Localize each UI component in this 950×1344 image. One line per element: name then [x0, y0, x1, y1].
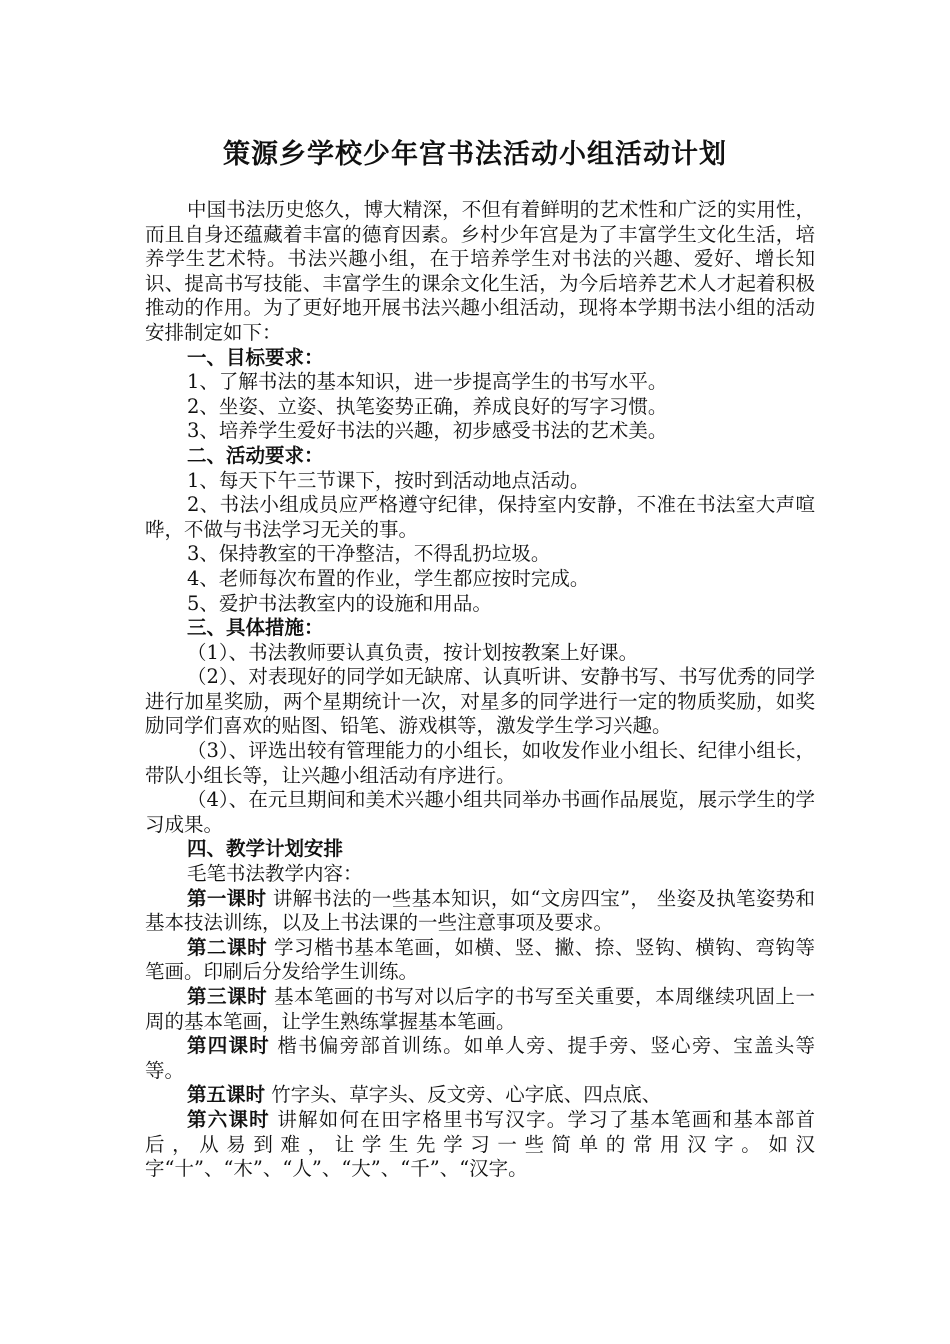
lesson-text: 楷书偏旁部首训练。如单人旁、提手旁、竖心旁、宝盖头等等。: [145, 1034, 815, 1082]
section-heading-goals: 一、目标要求：: [187, 345, 324, 369]
activity-item: 3、保持教室的干净整洁，不得乱扔垃圾。: [187, 542, 551, 566]
lesson-text: 讲解书法的一些基本知识，如“文房四宝”， 坐姿及执笔姿势和基本技法训练，以及上书法课的一些注意事项及要求。: [145, 886, 815, 935]
lesson-label: 第三课时: [187, 985, 268, 1008]
lesson-label: 第六课时: [187, 1107, 270, 1131]
document-title: 策源乡学校少年宫书法活动小组活动计划: [223, 139, 727, 170]
lesson-paragraph: [145, 887, 815, 936]
lesson-text: 基本笔画的书写对以后字的书写至关重要，本周继续巩固上一周的基本笔画，让学生熟练掌握基本笔画。: [145, 985, 815, 1033]
lesson-label: 第一课时: [187, 886, 267, 910]
lesson-text: 讲解如何在田字格里书写汉字。学习了基本笔画和基本部首后，从易到难，让学生先学习一些简单的常用汉字。如汉字“十”、“木”、“人”、“大”、“千”、“汉字。: [145, 1107, 815, 1181]
lesson-label: 第四课时: [187, 1034, 270, 1058]
goal-item: 2、坐姿、立姿、执笔姿势正确，养成良好的写字习惯。: [187, 394, 668, 418]
activity-item: 2、书法小组成员应严格遵守纪律，保持室内安静，不准在书法室大声喧哗，不做与书法学习无关的事。: [145, 493, 815, 541]
lesson-paragraph: [145, 1034, 815, 1083]
measure-item: （1）、书法教师要认真负责，按计划按教案上好课。: [187, 640, 639, 664]
section-heading-activity: 二、活动要求：: [187, 443, 324, 467]
intro-paragraph: 中国书法历史悠久，博大精深，不但有着鲜明的艺术性和广泛的实用性，而且自身还蕴藏着丰富的德育因素。乡村少年宫是为了丰富学生文化生活，培养学生艺术特。书法兴趣小组，在于培养学生对书法的兴趣、爱好、增长知识、提高书写技能、丰富学生的课余文化生活，为今后培养艺术人才起着积极推动的作用。为了更好地开展书法兴趣小组活动，现将本学期书法小组的活动安排制定如下：: [145, 198, 815, 344]
measure-item: （3）、评选出较有管理能力的小组长，如收发作业小组长、纪律小组长，带队小组长等，让兴趣小组活动有序进行。: [145, 739, 815, 787]
activity-item: 1、每天下午三节课下，按时到活动地点活动。: [187, 468, 590, 492]
goal-item: 1、了解书法的基本知识，进一步提高学生的书写水平。: [187, 370, 668, 394]
activity-item: 4、老师每次布置的作业，学生都应按时完成。: [187, 566, 590, 590]
plan-subheading: 毛笔书法教学内容：: [187, 862, 363, 886]
activity-item: 5、爱护书法教室内的设施和用品。: [187, 591, 492, 615]
section-heading-measures: 三、具体措施：: [187, 616, 324, 640]
measure-item: （4）、在元旦期间和美术兴趣小组共同举办书画作品展览，展示学生的学习成果。: [145, 788, 815, 836]
document-body: [145, 198, 815, 1182]
lesson-label: 第五课时: [187, 1083, 266, 1107]
lesson-paragraph: [145, 936, 815, 985]
lesson-text: 学习楷书基本笔画，如横、竖、撇、捺、竖钩、横钩、弯钩等笔画。印刷后分发给学生训练。: [145, 935, 815, 984]
lesson-label: 第二课时: [187, 935, 268, 959]
measure-item: （2）、对表现好的同学如无缺席、认真听讲、安静书写、书写优秀的同学进行加星奖励，两个星期统计一次，对星多的同学进行一定的物质奖励，如奖励同学们喜欢的贴图、铅笔、游戏棋等，激发学生学习兴趣。: [145, 665, 815, 738]
lesson-paragraph: [145, 1108, 815, 1182]
lesson-paragraph: [145, 1083, 815, 1108]
lesson-text: 竹字头、草字头、反文旁、心字底、四点底、: [265, 1083, 662, 1107]
goal-item: 3、培养学生爱好书法的兴趣，初步感受书法的艺术美。: [187, 419, 668, 443]
lesson-paragraph: [145, 985, 815, 1034]
section-heading-plan: 四、教学计划安排: [187, 837, 344, 861]
